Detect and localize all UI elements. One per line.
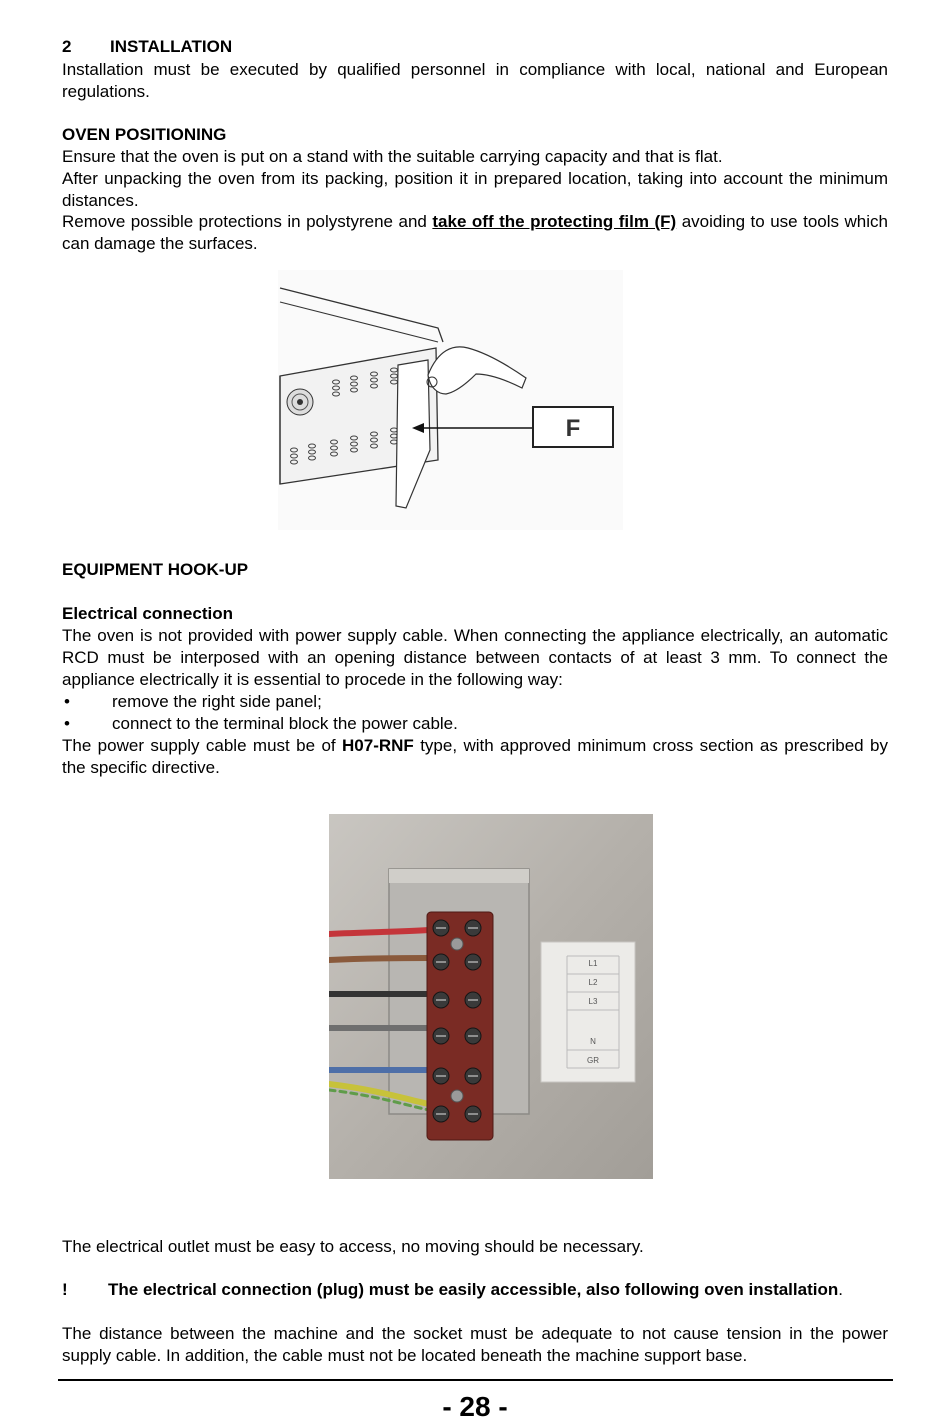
bullet-icon: • <box>64 692 70 711</box>
positioning-paragraph-2: After unpacking the oven from its packing, position it in prepared location, taking into account the minimum distances. <box>62 169 888 210</box>
oven-film-illustration <box>278 270 623 530</box>
warning-icon: ! <box>62 1280 68 1299</box>
fan-grille-icon <box>287 389 313 415</box>
bullet-text: connect to the terminal block the power cable. <box>112 714 458 733</box>
section-number: 2 <box>62 37 72 56</box>
section-title: INSTALLATION <box>110 37 233 56</box>
positioning-paragraph-3 <box>62 211 888 255</box>
electrical-paragraph-2 <box>62 735 888 779</box>
electrical-paragraph-1: The oven is not provided with power supply cable. When connecting the appliance electrically, an automatic RCD must be interposed with an opening distance between contacts of at least 3 mm. To connect the appliance electrically it is essential to procede in the following way: <box>62 626 888 689</box>
terminal-block <box>427 912 493 1140</box>
bullet-item <box>62 691 888 713</box>
film-label: F <box>565 415 581 442</box>
section-heading <box>62 36 888 58</box>
oven-positioning-heading: OVEN POSITIONING <box>62 125 227 144</box>
p3-text-start: Remove possible protections in polystyrene and <box>62 212 433 231</box>
cable-text-start: The power supply cable must be of <box>62 736 343 755</box>
electrical-connection-heading: Electrical connection <box>62 604 233 623</box>
cable-text-end: type, with approved minimum cross section as prescribed by the specific directive. <box>62 736 888 777</box>
terminal-label-n: N <box>590 1037 596 1046</box>
terminal-label-l1: L1 <box>588 959 598 968</box>
page-number: - 28 - <box>442 1391 508 1422</box>
terminal-block-photo <box>329 814 653 1179</box>
bullet-item <box>62 713 888 735</box>
positioning-paragraph-1: Ensure that the oven is put on a stand with the suitable carrying capacity and that is flat. <box>62 147 723 166</box>
protective-film-instruction: take off the protecting film (F) <box>432 212 677 231</box>
bullet-text: remove the right side panel; <box>112 692 322 711</box>
warning-text: The electrical connection (plug) must be easily accessible, also following oven installation <box>108 1280 839 1299</box>
terminal-label-gr: GR <box>587 1056 599 1065</box>
warning-note <box>62 1279 888 1301</box>
terminal-label-l3: L3 <box>588 997 598 1006</box>
cable-type: H07-RNF <box>342 736 414 755</box>
intro-paragraph: Installation must be executed by qualified personnel in compliance with local, national and European regulations. <box>62 60 888 101</box>
warning-end: . <box>838 1280 843 1299</box>
bullet-icon: • <box>64 714 70 733</box>
p3-text-end: avoiding to use tools which can damage the surfaces. <box>62 212 888 253</box>
outlet-paragraph: The electrical outlet must be easy to access, no moving should be necessary. <box>62 1237 644 1256</box>
equipment-hookup-heading: EQUIPMENT HOOK-UP <box>62 560 249 579</box>
footer-divider <box>58 1379 893 1381</box>
distance-paragraph: The distance between the machine and the socket must be adequate to not cause tension in the power supply cable. In addition, the cable must not be located beneath the machine support base. <box>62 1324 888 1365</box>
terminal-label-l2: L2 <box>588 978 598 987</box>
